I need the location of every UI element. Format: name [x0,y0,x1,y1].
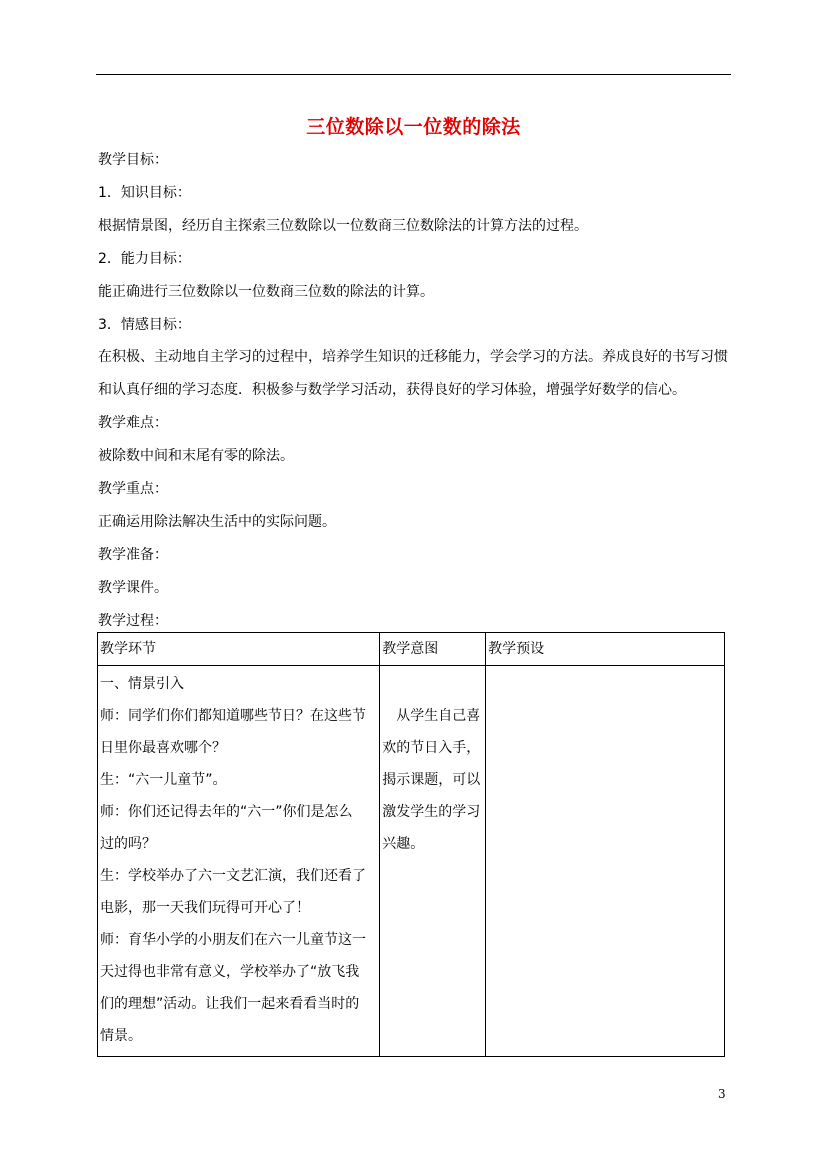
table-cell-activity [98,666,380,1057]
cell-line: 们的理想”活动。让我们一起来看看当时的 [100,996,360,1012]
section-heading-objectives: 教学目标： [98,152,168,168]
lesson-plan-table [97,632,725,1057]
paragraph-ability: 能正确进行三位数除以一位数商三位数的除法的计算。 [98,284,434,300]
cell-line: 电影，那一天我们玩得可开心了！ [100,900,310,916]
cell-line: 情景。 [100,1028,142,1044]
cell-line: 揭示课题，可以 [382,772,481,788]
cell-line: 天过得也非常有意义，学校举办了“放飞我 [100,964,360,980]
section-heading-preparation: 教学准备： [98,547,168,563]
cell-line: 师：同学们你们都知道哪些节日？在这些节 [100,708,366,724]
page-number: 3 [718,1087,726,1101]
table-header-cell: 教学意图 [380,633,486,666]
cell-line: 生：“六一儿童节”。 [100,772,227,788]
cell-line: 欢的节日入手， [382,740,481,756]
paragraph-knowledge: 根据情景图，经历自主探索三位数除以一位数商三位数除法的计算方法的过程。 [98,218,588,234]
cell-line: 激发学生的学习 [382,804,481,820]
cell-line: 从学生自己喜 [382,708,481,724]
table-cell-intent [380,666,486,1057]
cell-line [382,668,485,700]
cell-line: 一、情景引入 [100,676,184,692]
cell-line: 生：学校举办了六一文艺汇演，我们还看了 [100,868,366,884]
subheading-knowledge: 1．知识目标： [98,185,191,201]
paragraph-preparation: 教学课件。 [98,580,168,596]
cell-line: 兴趣。 [382,836,425,852]
section-heading-focus: 教学重点： [98,481,168,497]
table-cell-preset [486,666,725,1057]
page-title: 三位数除以一位数的除法 [306,116,521,138]
cell-line: 日里你最喜欢哪个？ [100,740,226,756]
paragraph-emotion: 在积极、主动地自主学习的过程中，培养学生知识的迁移能力，学会学习的方法。养成良好的书写习惯和认真仔细的学习态度．积极参与数学学习活动，获得良好的学习体验，增强学好数学的信心。 [98,349,728,398]
cell-line: 师：你们还记得去年的“六一”你们是怎么 [100,804,353,820]
table-row [98,666,725,1057]
section-heading-difficulty: 教学难点： [98,415,168,431]
cell-line: 过的吗？ [100,836,156,852]
cell-line: 师：育华小学的小朋友们在六一儿童节这一 [100,932,366,948]
paragraph-focus: 正确运用除法解决生活中的实际问题。 [98,514,336,530]
subheading-emotion: 3．情感目标： [98,317,191,333]
subheading-ability: 2．能力目标： [98,251,191,267]
header-rule [96,74,731,75]
section-heading-process: 教学过程： [98,613,168,629]
table-header-row [98,633,725,666]
table-header-cell: 教学预设 [486,633,725,666]
table-header-cell: 教学环节 [98,633,380,666]
paragraph-difficulty: 被除数中间和末尾有零的除法。 [98,448,294,464]
document-body [98,150,732,644]
